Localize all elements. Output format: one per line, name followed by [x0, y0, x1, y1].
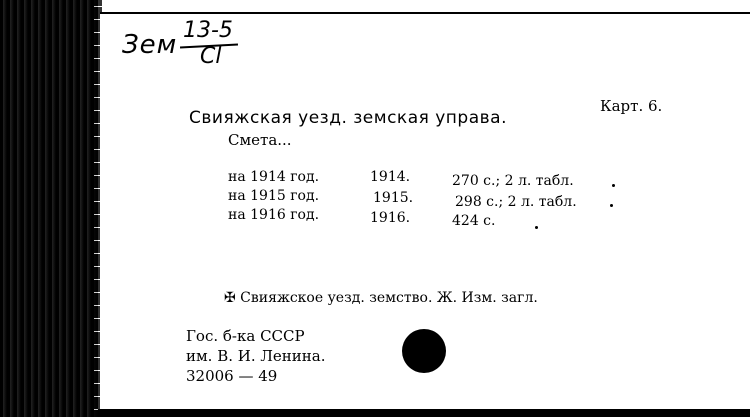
speck: [612, 184, 615, 187]
library-stamp-line3: 32006 — 49: [186, 367, 278, 385]
scan-left-margin: [0, 0, 98, 417]
entry-label: на 1915 год.: [228, 188, 320, 204]
entry-description: 298 с.; 2 л. табл.: [455, 194, 577, 210]
card-punch-hole: [402, 329, 446, 373]
speck: [610, 204, 613, 207]
entry-year: 1916.: [370, 210, 411, 226]
card-note: ✠ Свияжское уезд. земство. Ж. Изм. загл.: [224, 290, 538, 306]
scan-bottom-edge: [98, 409, 750, 417]
speck: [535, 226, 538, 229]
entry-year: 1915.: [373, 190, 414, 206]
entry-year: 1914.: [370, 169, 411, 185]
card-number: Карт. 6.: [600, 97, 663, 115]
card-subtitle: Смета...: [228, 131, 292, 149]
entry-label: на 1914 год.: [228, 169, 320, 185]
handwritten-shelf-word: Зем: [122, 30, 178, 60]
card-title: Свияжская уезд. земская управа.: [189, 108, 507, 128]
handwritten-shelf-code: Сl: [200, 44, 222, 69]
entry-description: 424 с.: [452, 213, 496, 229]
handwritten-shelf-number: 13-5: [183, 18, 233, 43]
library-stamp-line1: Гос. б-ка СССР: [186, 327, 305, 345]
library-stamp-line2: им. В. И. Ленина.: [186, 347, 326, 365]
entry-description: 270 с.; 2 л. табл.: [452, 173, 574, 189]
entry-label: на 1916 год.: [228, 207, 320, 223]
